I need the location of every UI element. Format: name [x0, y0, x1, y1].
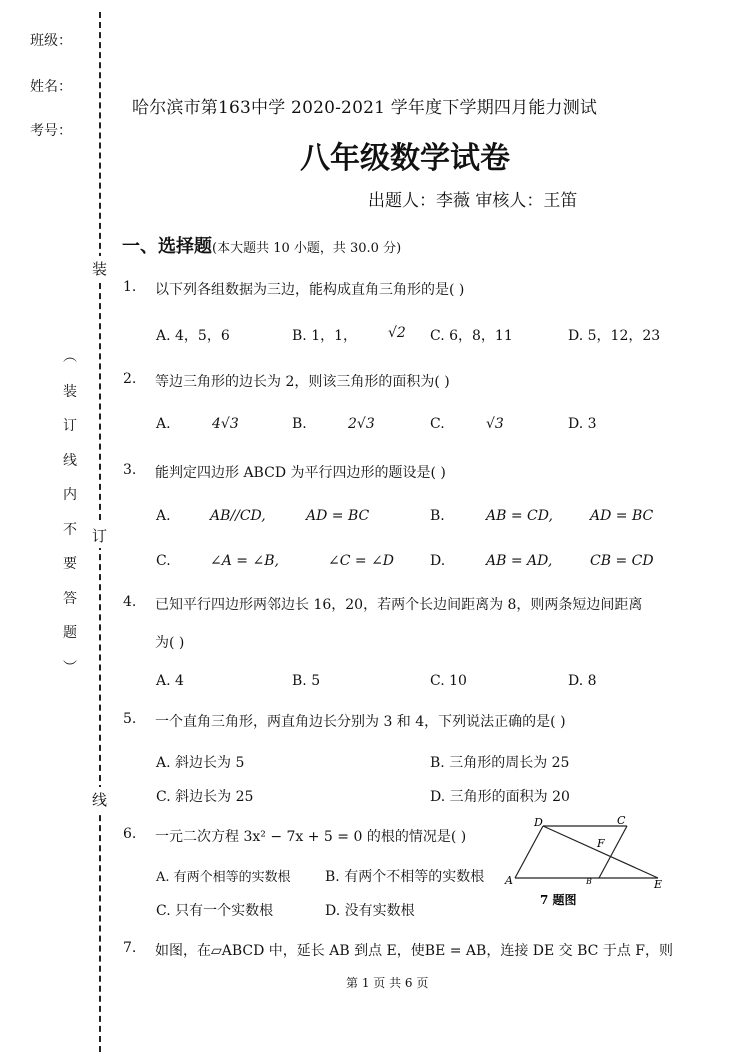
option-a: A. 4: [156, 673, 184, 689]
option-c: C. 斜边长为 25: [156, 789, 254, 805]
notice-char: 内: [63, 487, 77, 503]
option-a: A. 斜边长为 5: [156, 755, 245, 771]
exam-number-label: 考号：: [30, 123, 72, 139]
option-b: B. 三角形的周长为 25: [430, 755, 570, 771]
parallelogram-figure: [500, 812, 672, 912]
question-stem: 能判定四边形 ABCD 为平行四边形的题设是( ): [155, 465, 446, 481]
section-note: (本大题共 10 小题，共 30.0 分): [212, 241, 402, 256]
section-heading: 一、选择题: [122, 236, 212, 257]
option-a: A. 4，5，6: [156, 328, 230, 344]
question-number: 7.: [123, 940, 137, 956]
notice-char: 订: [63, 418, 77, 434]
notice-char: 答: [63, 590, 77, 607]
point-e: E: [654, 878, 663, 891]
binding-char-ding: 订: [92, 523, 107, 548]
option-b: B. 1，1，: [292, 328, 358, 344]
question-number: 4.: [123, 594, 137, 610]
question-stem: 一元二次方程 3x² − 7x + 5 = 0 的根的情况是( ): [155, 829, 467, 845]
notice-char: 装: [63, 383, 77, 400]
option-a-value1: AB//CD,: [210, 508, 266, 524]
option-c-value: √3: [486, 416, 504, 432]
notice-char: ︶: [63, 659, 77, 676]
binding-char-zhuang: 装: [92, 256, 107, 281]
question-stem: 以下列各组数据为三边，能构成直角三角形的是( ): [155, 282, 465, 298]
option-b-value2: AD = BC: [590, 508, 654, 524]
question-stem: 已知平行四边形两邻边长 16，20，若两个长边间距离为 8，则两条短边间距离: [155, 597, 643, 613]
question-number: 3.: [123, 462, 137, 478]
question-stem: 如图，在▱ABCD 中，延长 AB 到点 E，使BE = AB，连接 DE 交 BC 于点 F，则: [155, 943, 673, 959]
section-title: [122, 232, 401, 258]
question-number: 1.: [123, 279, 137, 295]
option-d: D. 8: [568, 673, 597, 689]
option-d-value2: CB = CD: [590, 553, 654, 569]
vertex-a: A: [505, 874, 513, 887]
option-b: B. 有两个不相等的实数根: [325, 869, 485, 885]
question-number: 6.: [123, 826, 137, 842]
class-label: 班级：: [30, 33, 72, 49]
option-d: D. 没有实数根: [325, 903, 415, 919]
option-a: A.: [156, 416, 171, 432]
question-number: 2.: [123, 371, 137, 387]
option-b-value1: AB = CD,: [486, 508, 553, 524]
binding-char-xian: 线: [92, 787, 107, 812]
option-d: D.: [430, 553, 446, 569]
notice-char: 题: [63, 625, 77, 641]
exam-authors: 出题人：李薇 审核人：王笛: [368, 191, 578, 211]
option-a-value: 4√3: [212, 416, 239, 432]
option-d: D. 3: [568, 416, 597, 432]
option-c-value2: ∠C = ∠D: [328, 553, 395, 569]
option-c: C. 10: [430, 673, 467, 689]
option-a: A. 有两个相等的实数根: [156, 870, 291, 885]
question-stem: 一个直角三角形，两直角边长分别为 3 和 4，下列说法正确的是( ): [155, 714, 566, 730]
option-a-value2: AD = BC: [306, 508, 370, 524]
option-b: B.: [292, 416, 307, 432]
figure-caption: 7 题图: [540, 893, 577, 907]
notice-char: ︵: [63, 349, 77, 365]
option-c: C.: [156, 553, 171, 569]
question-stem-cont: 为( ): [155, 635, 185, 651]
option-c: C.: [430, 416, 445, 432]
vertex-c: C: [617, 814, 626, 827]
option-b-value: √2: [388, 325, 406, 341]
vertex-b: B: [586, 877, 592, 886]
option-b-value: 2√3: [348, 416, 375, 432]
option-c: C. 6，8，11: [430, 328, 513, 344]
point-f: F: [597, 837, 605, 850]
binding-notice: [58, 340, 82, 685]
exam-title: 八年级数学试卷: [300, 141, 510, 176]
question-number: 5.: [123, 711, 137, 727]
option-b: B.: [430, 508, 445, 524]
exam-subtitle: 哈尔滨市第163中学 2020-2021 学年度下学期四月能力测试: [132, 98, 598, 118]
option-d: D. 三角形的面积为 20: [430, 789, 570, 805]
notice-char: 要: [63, 556, 77, 572]
option-a: A.: [156, 508, 171, 524]
page-footer: 第 1 页 共 6 页: [346, 976, 429, 990]
name-label: 姓名：: [30, 79, 72, 95]
question-stem: 等边三角形的边长为 2，则该三角形的面积为( ): [155, 374, 450, 390]
notice-char: 线: [63, 452, 77, 469]
option-b: B. 5: [292, 673, 321, 689]
vertex-d: D: [534, 816, 543, 829]
option-c: C. 只有一个实数根: [156, 903, 274, 919]
notice-char: 不: [63, 521, 77, 538]
option-d-value1: AB = AD,: [486, 553, 553, 569]
option-d: D. 5，12，23: [568, 328, 661, 344]
option-c-value1: ∠A = ∠B,: [210, 553, 279, 569]
